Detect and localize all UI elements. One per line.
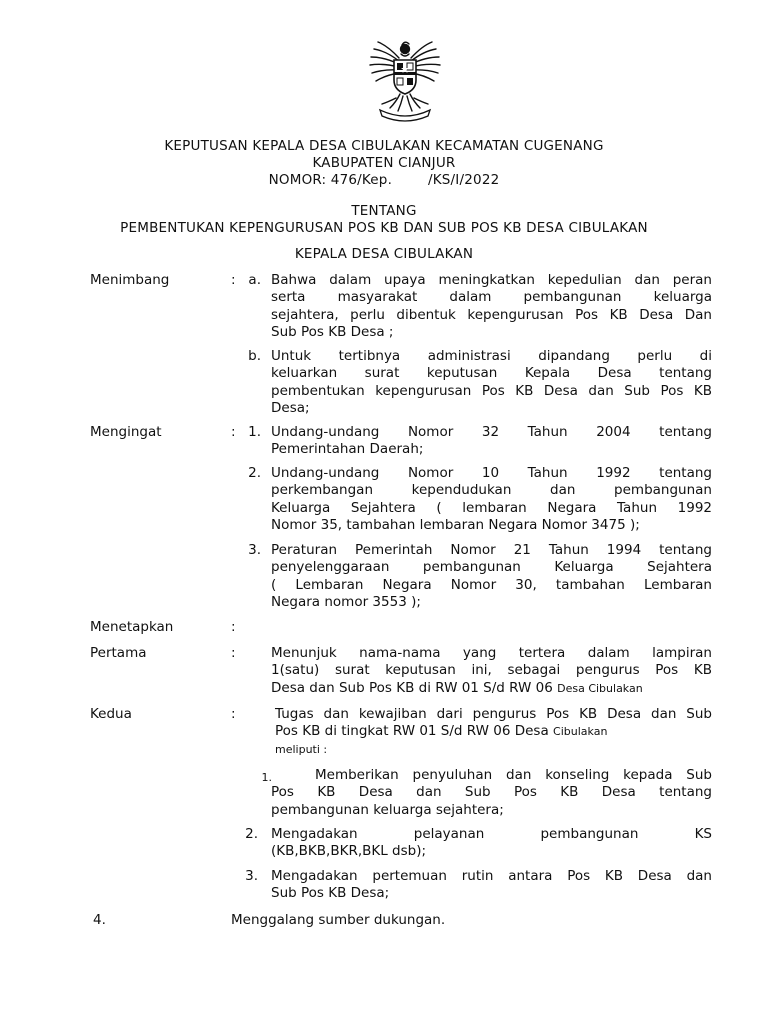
text-line: Peraturan Pemerintah Nomor 21 Tahun 1994 tentang — [271, 542, 712, 558]
item-text: Menggalang sumber dukungan. — [231, 912, 446, 928]
menimbang-item-a — [271, 272, 712, 342]
decree-number: NOMOR: 476/Kep. /KS/I/2022 — [268, 172, 500, 188]
text-segment: Pos KB di tingkat RW 01 S/d RW 06 Desa — [275, 723, 549, 740]
text-line: Bahwa dalam upaya meningkatkan kepedulian dan peran — [271, 272, 712, 288]
item-marker: 4. — [93, 912, 106, 928]
text-segment-small: Cibulakan — [553, 725, 608, 739]
issuing-authority: KEPALA DESA CIBULAKAN — [294, 246, 474, 262]
regency-name: KABUPATEN CIANJUR — [312, 155, 456, 171]
text-line: pembangunan keluarga sejahtera; — [271, 801, 504, 818]
colon: : — [231, 272, 236, 288]
item-marker: 1. — [248, 424, 261, 440]
text-line — [271, 680, 712, 697]
text-line: meliputi : — [275, 742, 328, 756]
section-label-mengingat: Mengingat — [90, 424, 162, 440]
pertama-text — [271, 645, 712, 697]
text-line: Pemerintahan Daerah; — [271, 441, 424, 458]
text-line: Undang-undang Nomor 10 Tahun 1992 tentang — [271, 465, 712, 481]
authority-block — [0, 246, 768, 263]
text-line: Pos KB Desa dan Sub Pos KB Desa tentang — [271, 784, 712, 801]
text-line: Sub Pos KB Desa; — [271, 885, 390, 902]
text-line: Tugas dan kewajiban dari pengurus Pos KB Desa dan Sub — [275, 706, 712, 722]
text-line: Memberikan penyuluhan dan konseling kepada Sub — [315, 767, 712, 783]
item-marker: 3. — [248, 542, 261, 558]
item-marker: 2. — [245, 826, 258, 842]
kedua-text — [275, 706, 712, 758]
colon: : — [231, 645, 236, 661]
text-line: Undang-undang Nomor 32 Tahun 2004 tentang — [271, 424, 712, 440]
kedua-item-1 — [271, 767, 712, 819]
colon: : — [231, 619, 236, 635]
text-line: Negara nomor 3553 ); — [271, 594, 421, 611]
text-line: Nomor 35, tambahan lembaran Negara Nomor 3475 ); — [271, 517, 640, 534]
text-line: serta masyarakat dalam pembangunan keluarga — [271, 289, 712, 306]
section-label-menimbang: Menimbang — [90, 272, 170, 288]
text-line: Sub Pos KB Desa ; — [271, 324, 394, 341]
text-line: perkembangan kependudukan dan pembangunan — [271, 482, 712, 499]
text-line: Mengadakan pertemuan rutin antara Pos KB Desa dan — [271, 868, 712, 884]
text-line: 1(satu) surat keputusan ini, sebagai pengurus Pos KB — [271, 662, 712, 679]
decree-subject: PEMBENTUKAN KEPENGURUSAN POS KB DAN SUB POS KB DESA CIBULAKAN — [120, 220, 648, 236]
mengingat-item-3 — [271, 542, 712, 612]
decree-header — [0, 138, 768, 189]
text-line: keluarkan surat keputusan Kepala Desa tentang — [271, 365, 712, 382]
colon: : — [231, 424, 236, 440]
text-segment-small: Desa Cibulakan — [557, 681, 643, 695]
text-line: sejahtera, perlu dibentuk kepengurusan Pos KB Desa Dan — [271, 306, 712, 323]
text-line: Keluarga Sejahtera ( lembaran Negara Tahun 1992 — [271, 499, 712, 516]
text-line — [275, 723, 712, 740]
text-segment: Desa dan Sub Pos KB di RW 01 S/d RW 06 — [271, 679, 553, 696]
kedua-item-3 — [271, 868, 712, 903]
mengingat-item-1 — [271, 424, 712, 459]
subject-block — [0, 203, 768, 237]
section-label-pertama: Pertama — [90, 645, 147, 661]
text-line: Mengadakan pelayanan pembangunan KS — [271, 826, 712, 842]
section-label-kedua: Kedua — [90, 706, 132, 722]
text-line: ( Lembaran Negara Nomor 30, tambahan Lembaran — [271, 576, 712, 593]
item-marker: 1. — [261, 771, 272, 784]
item-marker: b. — [248, 348, 261, 364]
decree-title: KEPUTUSAN KEPALA DESA CIBULAKAN KECAMATAN CUGENANG — [164, 138, 604, 154]
text-line: Desa; — [271, 400, 310, 417]
kedua-item-2 — [271, 826, 712, 861]
tentang-heading: TENTANG — [351, 203, 417, 219]
garuda-emblem — [366, 38, 444, 122]
item-marker: 2. — [248, 465, 261, 481]
text-line: penyelenggaraan pembangunan Keluarga Sejahtera — [271, 559, 712, 576]
text-line: Menunjuk nama-nama yang tertera dalam lampiran — [271, 645, 712, 661]
menimbang-item-b — [271, 348, 712, 418]
item-marker: 3. — [245, 868, 258, 884]
text-line: pembentukan kepengurusan Pos KB Desa dan Sub Pos KB — [271, 382, 712, 399]
text-line: (KB,BKB,BKR,BKL dsb); — [271, 843, 427, 860]
mengingat-item-2 — [271, 465, 712, 535]
colon: : — [231, 706, 236, 722]
text-line: Untuk tertibnya administrasi dipandang perlu di — [271, 348, 712, 364]
section-label-menetapkan: Menetapkan — [90, 619, 174, 635]
item-marker: a. — [248, 272, 261, 288]
